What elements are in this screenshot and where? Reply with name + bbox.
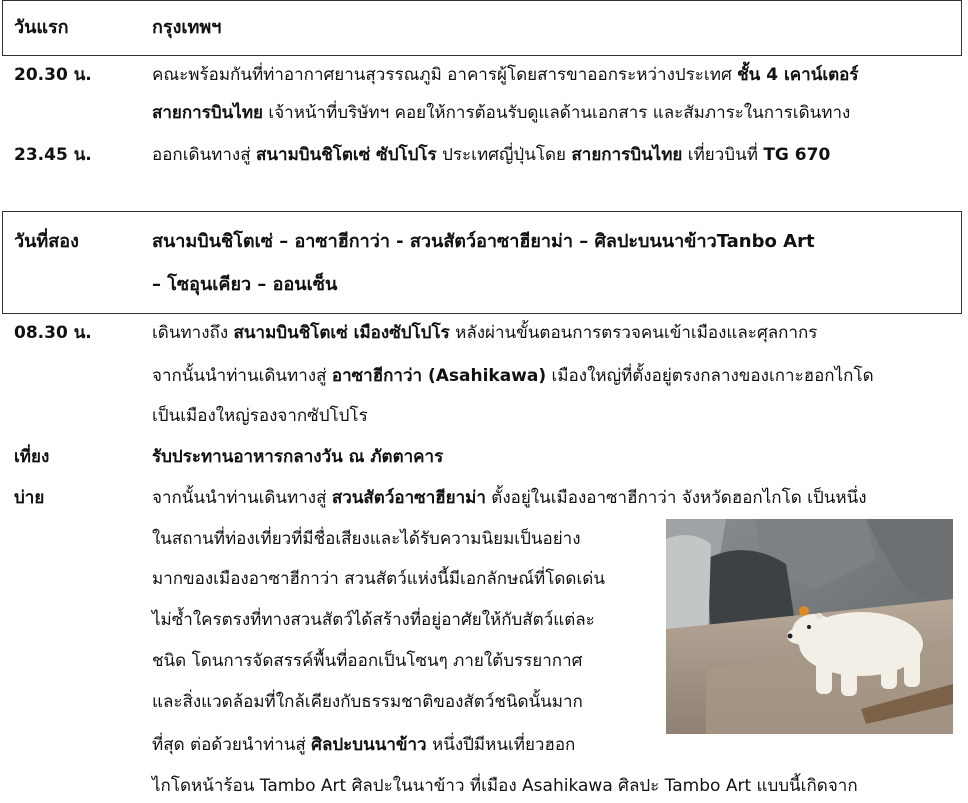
day1-row2-time: 23.45 น. [14, 145, 92, 165]
day1-title: กรุงเทพฯ [152, 17, 222, 38]
day1-row1-line2-text: เจ้าหน้าที่บริษัทฯ คอยให้การต้อนรับดูแลด้านเอกสาร และสัมภาระในการเดินทาง [262, 103, 851, 123]
day2-aft-l7-a: ที่สุด ต่อด้วยนำท่านสู่ [152, 735, 312, 755]
day2-afternoon-line7 [152, 733, 575, 757]
day2-title-line1: สนามบินชิโตเซ่ – อาซาฮีกาว่า - สวนสัตว์อาซาฮียาม่า – ศิลปะบนนาข้าวTanbo Art [152, 231, 815, 252]
day1-row1-time: 20.30 น. [14, 65, 92, 85]
day2-noon-text: รับประทานอาหารกลางวัน ณ ภัตตาคาร [152, 447, 444, 467]
day2-0830-l2-a: จากนั้นนำท่านเดินทางสู่ [152, 366, 332, 386]
day1-row1-line2 [152, 101, 850, 125]
day2-aft-l1-c: ตั้งอยู่ในเมืองอาซาฮีกาว่า จังหวัดฮอกไกโด เป็นหนึ่ง [485, 488, 867, 508]
day1-label: วันแรก [14, 17, 69, 38]
day1-row1-line1 [152, 63, 859, 87]
day1-row2-e: เที่ยวบินที่ [682, 145, 764, 165]
polar-bear-photo [666, 519, 953, 734]
day2-afternoon-line1 [152, 486, 867, 510]
day1-row2-b: สนามบินชิโตเซ่ ซัปโปโร [256, 145, 437, 165]
day2-noon-time: เที่ยง [14, 447, 50, 467]
day1-row1-line1-bold: ชั้น 4 เคาน์เตอร์ [737, 65, 859, 85]
day2-label: วันที่สอง [14, 231, 79, 252]
day2-afternoon-line2: ในสถานที่ท่องเที่ยวที่มีชื่อเสียงและได้รับความนิยมเป็นอย่าง [152, 529, 581, 549]
day2-0830-line1 [152, 321, 817, 345]
day1-row2-a: ออกเดินทางสู่ [152, 145, 257, 165]
day2-aft-l7-c: หนึ่งปีมีหนเที่ยวฮอก [426, 735, 576, 755]
day2-0830-line3: เป็นเมืองใหญ่รองจากซัปโปโร [152, 406, 368, 426]
day2-0830-l1-b: สนามบินชิโตเซ่ เมืองซัปโปโร [233, 323, 450, 343]
day1-row2-d: สายการบินไทย [571, 145, 683, 165]
day2-0830-line2 [152, 364, 874, 388]
day1-header-box [2, 0, 962, 56]
day1-row1-line1-text: คณะพร้อมกันที่ท่าอากาศยานสุวรรณภูมิ อาคารผู้โดยสารขาออกระหว่างประเทศ [152, 65, 738, 85]
day2-0830-l2-b: อาซาฮีกาว่า (Asahikawa) [331, 366, 547, 386]
day1-row2-c: ประเทศญี่ปุ่นโดย [436, 145, 572, 165]
day2-afternoon-line5: ชนิด โดนการจัดสรรค์พื้นที่ออกเป็นโซนๆ ภายใต้บรรยากาศ [152, 651, 583, 671]
day1-row2-line [152, 143, 830, 167]
day2-afternoon-time: บ่าย [14, 488, 45, 508]
day1-row1-line2-bold: สายการบินไทย [152, 103, 263, 123]
day2-0830-l1-a: เดินทางถึง [152, 323, 234, 343]
day1-row2-f: TG 670 [763, 145, 831, 165]
day2-aft-l1-b: สวนสัตว์อาซาฮียาม่า [331, 488, 486, 508]
day2-0830-l1-c: หลังผ่านขั้นตอนการตรวจคนเข้าเมืองและศุลกากร [449, 323, 818, 343]
day2-aft-l7-b: ศิลปะบนนาข้าว [311, 735, 427, 755]
day2-title-line2: – โซอุนเคียว – ออนเซ็น [152, 274, 338, 295]
day2-0830-time: 08.30 น. [14, 323, 92, 343]
day2-afternoon-line3: มากของเมืองอาซาฮีกาว่า สวนสัตว์แห่งนี้มีเอกลักษณ์ที่โดดเด่น [152, 569, 605, 589]
day2-afternoon-line4: ไม่ซ้ำใครตรงที่ทางสวนสัตว์ได้สร้างที่อยู่อาศัยให้กับสัตว์แต่ละ [152, 610, 595, 630]
day2-aft-l1-a: จากนั้นนำท่านเดินทางสู่ [152, 488, 332, 508]
day2-header-box [2, 211, 962, 314]
day2-afternoon-line6: และสิ่งแวดล้อมที่ใกล้เคียงกับธรรมชาติของสัตว์ชนิดนั้นมาก [152, 692, 583, 712]
day2-0830-l2-c: เมืองใหญ่ที่ตั้งอยู่ตรงกลางของเกาะฮอกไกโด [546, 366, 874, 386]
day2-afternoon-line8: ไกโดหน้าร้อน Tambo Art ศิลปะในนาข้าว ที่เมือง Asahikawa ศิลปะ Tambo Art แบบนี้เกิดจาก [152, 776, 858, 796]
